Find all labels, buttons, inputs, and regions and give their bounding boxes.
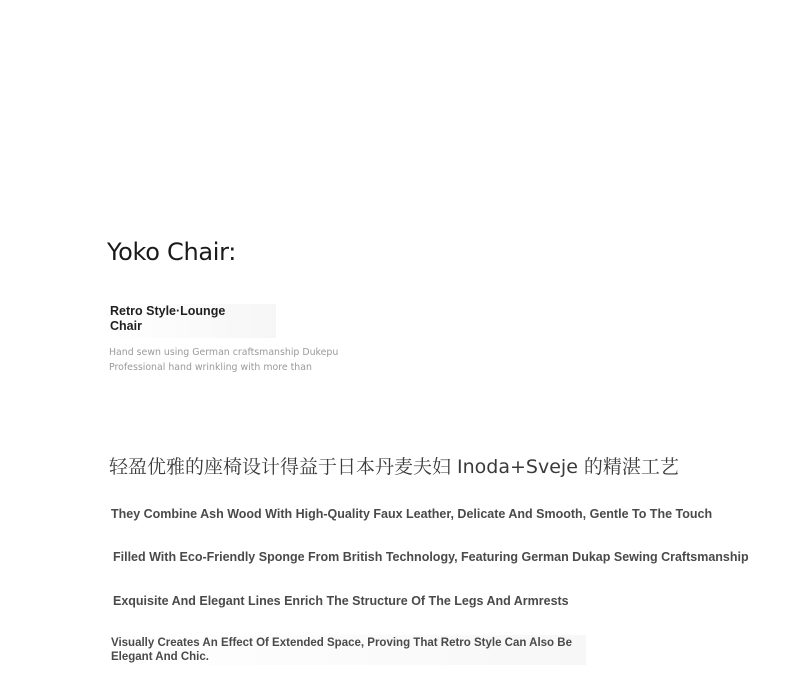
- product-title: Yoko Chair:: [107, 238, 237, 266]
- feature-line-3: Exquisite And Elegant Lines Enrich The Structure Of The Legs And Armrests: [113, 594, 569, 608]
- feature-line-4: Visually Creates An Effect Of Extended Space, Proving That Retro Style Can Also Be Elegant And Chic.: [111, 637, 572, 663]
- chinese-headline: 轻盈优雅的座椅设计得益于日本丹麦夫妇 Inoda+Sveje 的精湛工艺: [109, 456, 679, 478]
- product-subtitle: Retro Style·Lounge Chair: [110, 304, 226, 333]
- product-description: Hand sewn using German craftsmanship Dukepu Professional hand wrinkling with more than: [109, 347, 339, 373]
- feature-line-1: They Combine Ash Wood With High-Quality Faux Leather, Delicate And Smooth, Gentle To The Touch: [111, 507, 713, 521]
- feature-line-2: Filled With Eco-Friendly Sponge From British Technology, Featuring German Dukap Sewing Craftsmanship: [113, 550, 749, 564]
